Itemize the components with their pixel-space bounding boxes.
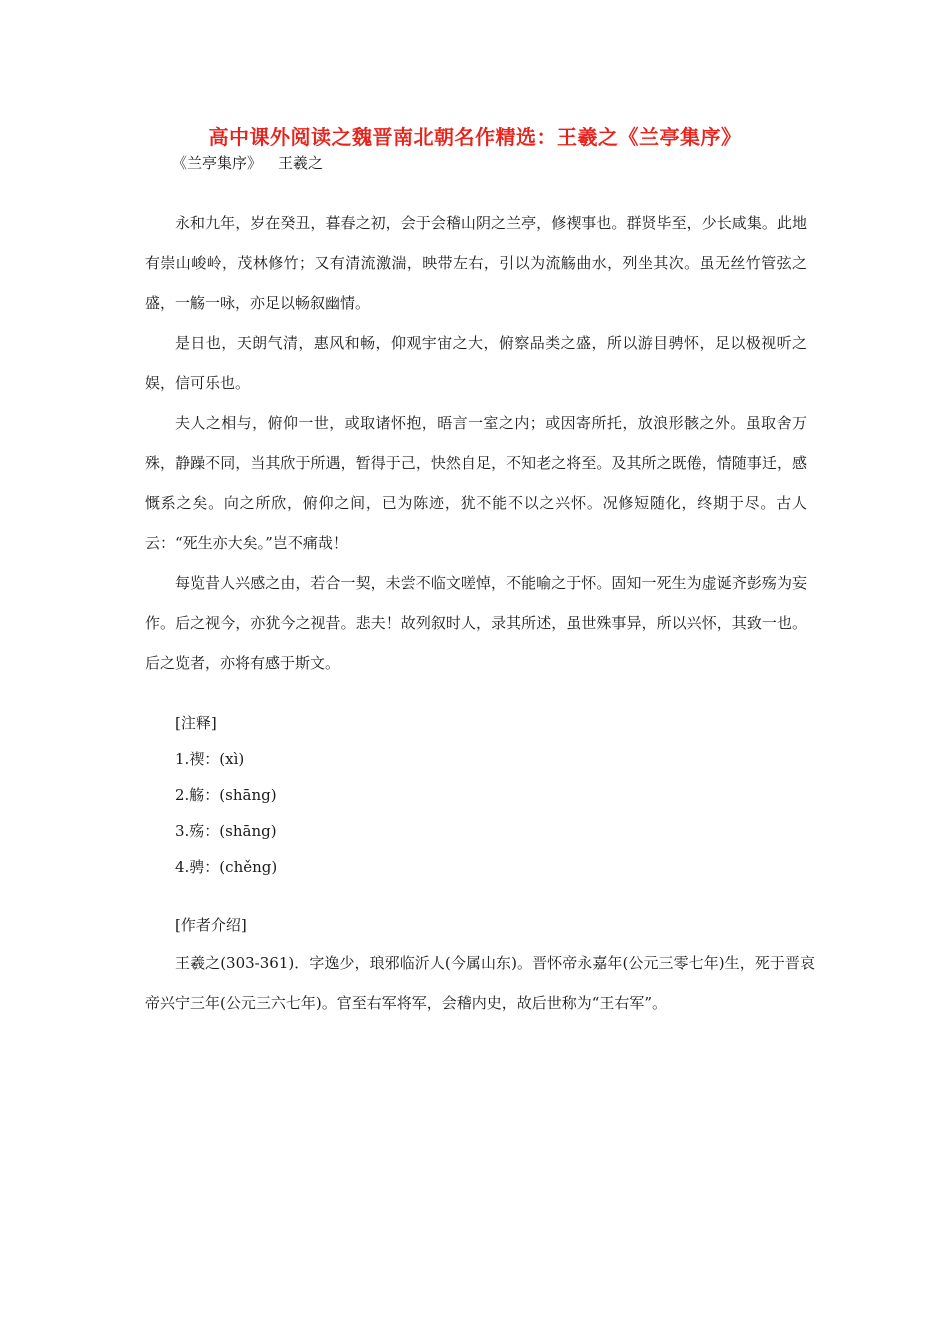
paragraph-2: 是日也，天朗气清，惠风和畅，仰观宇宙之大，俯察品类之盛，所以游目骋怀，足以极视听之娱，信可乐也。 (145, 334, 807, 392)
main-text (145, 203, 807, 683)
note-item: 2.觞：(shāng) (175, 786, 277, 804)
note-item: 4.骋：(chěng) (175, 858, 278, 876)
paragraph-1: 永和九年，岁在癸丑，暮春之初，会于会稽山阴之兰亭，修禊事也。群贤毕至，少长咸集。此地有崇山峻岭，茂林修竹；又有清流激湍，映带左右，引以为流觞曲水，列坐其次。虽无丝竹管弦之盛，一觞一咏，亦足以畅叙幽情。 (145, 214, 807, 312)
document-title: 高中课外阅读之魏晋南北朝名作精选：王羲之《兰亭集序》 (208, 125, 742, 149)
note-item: 3.殇：(shāng) (175, 822, 277, 840)
work-title: 《兰亭集序》 (172, 154, 263, 172)
notes-section (145, 705, 807, 885)
author-intro-heading: [作者介绍] (175, 916, 247, 934)
author-intro-text: 王羲之(303-361)．字逸少，琅邪临沂人(今属山东)。晋怀帝永嘉年(公元三零七年)生，死于晋哀帝兴宁三年(公元三六七年)。官至右军将军，会稽内史，故后世称为“王右军”。 (145, 954, 815, 1012)
paragraph-4: 每览昔人兴感之由，若合一契，未尝不临文嗟悼，不能喻之于怀。固知一死生为虚诞齐彭殇为妄作。后之视今，亦犹今之视昔。悲夫！故列叙时人，录其所述，虽世殊事异，所以兴怀，其致一也。后之览者，亦将有感于斯文。 (145, 574, 807, 672)
notes-heading: [注释] (175, 714, 217, 732)
work-author: 王羲之 (278, 154, 324, 172)
author-intro-section (145, 907, 815, 1023)
paragraph-3: 夫人之相与，俯仰一世，或取诸怀抱，晤言一室之内；或因寄所托，放浪形骸之外。虽取舍万殊，静躁不同，当其欣于所遇，暂得于己，快然自足，不知老之将至。及其所之既倦，情随事迁，感慨系之矣。向之所欣，俯仰之间，已为陈迹，犹不能不以之兴怀。况修短随化，终期于尽。古人云：“死生亦大矣。”岂不痛哉！ (145, 414, 807, 552)
document-subtitle (172, 152, 323, 174)
note-item: 1.禊：(xì) (175, 750, 245, 768)
